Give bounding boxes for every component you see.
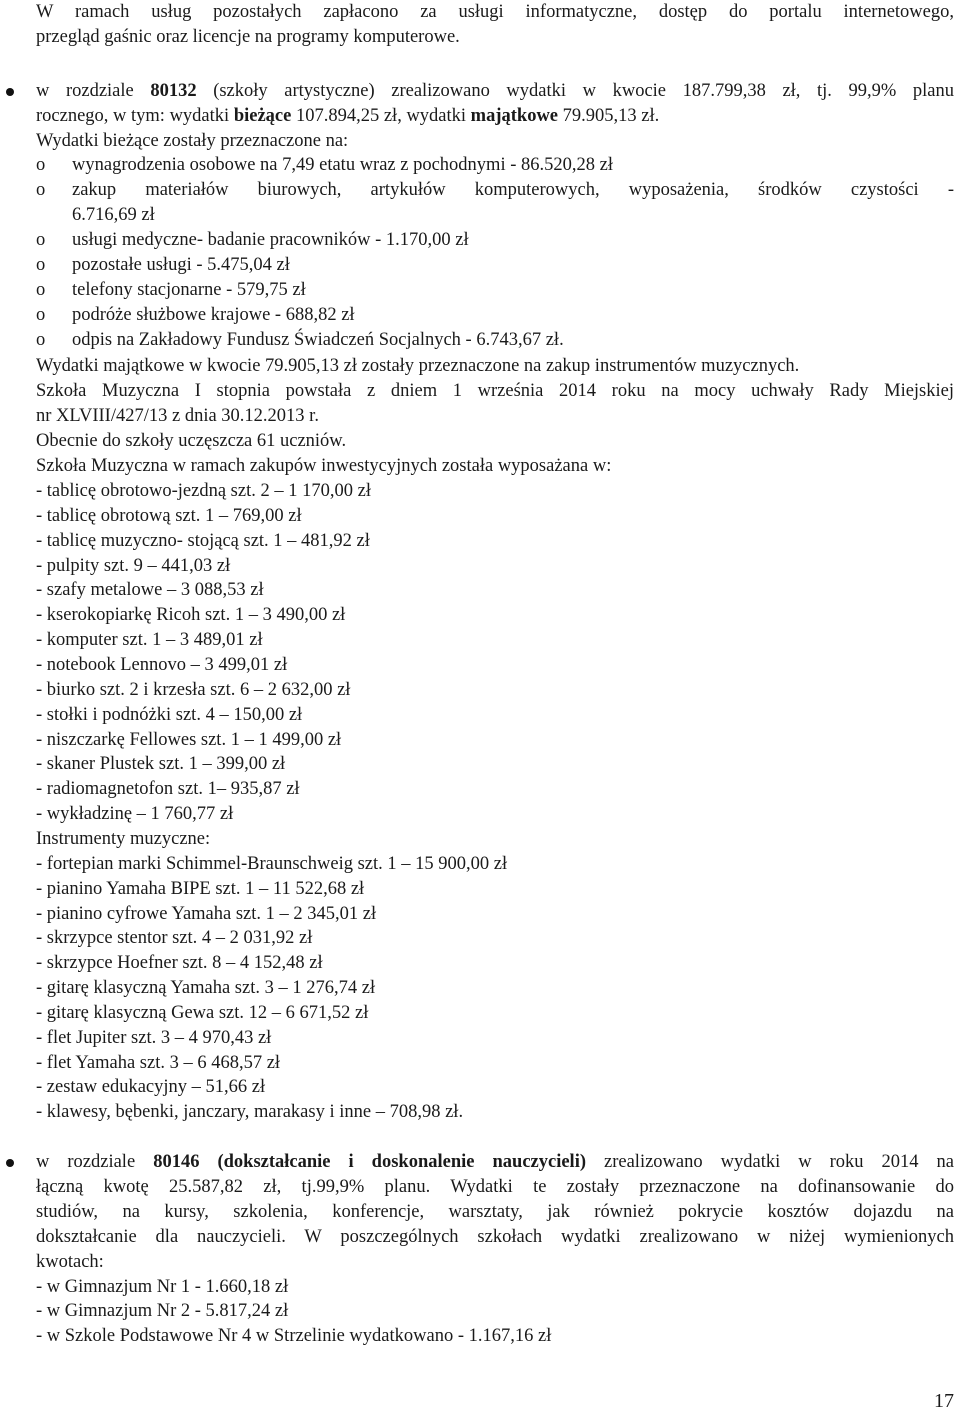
section-80146-line-2: łączną kwotę 25.587,82 zł, tj.99,9% planu. Wydatki te zostały przeznaczone na dofinansowanie do bbox=[36, 1177, 954, 1197]
instrument-item: - flet Yamaha szt. 3 – 6 468,57 zł bbox=[36, 1053, 281, 1073]
list-item: podróże służbowe krajowe - 688,82 zł bbox=[72, 305, 355, 325]
equipment-item: - szafy metalowe – 3 088,53 zł bbox=[36, 580, 264, 600]
equipment-header: Szkoła Muzyczna w ramach zakupów inwestycyjnych została wyposażana w: bbox=[36, 456, 612, 476]
school-line-2: nr XLVIII/427/13 z dnia 30.12.2013 r. bbox=[36, 406, 319, 426]
list-marker: o bbox=[36, 155, 46, 175]
equipment-item: - tablicę obrotowo-jezdną szt. 2 – 1 170,00 zł bbox=[36, 481, 371, 501]
list-item-continuation: 6.716,69 zł bbox=[72, 205, 155, 225]
equipment-item: - tablicę obrotową szt. 1 – 769,00 zł bbox=[36, 506, 302, 526]
instrument-item: - gitarę klasyczną Gewa szt. 12 – 6 671,52 zł bbox=[36, 1003, 369, 1023]
instrument-item: - fortepian marki Schimmel-Braunschweig szt. 1 – 15 900,00 zł bbox=[36, 854, 508, 874]
section-80146-line-3: studiów, na kursy, szkolenia, konferencje, warsztaty, jak również pokrycie kosztów dojazdu na bbox=[36, 1202, 954, 1222]
instrument-item: - gitarę klasyczną Yamaha szt. 3 – 1 276,74 zł bbox=[36, 978, 376, 998]
equipment-item: - tablicę muzyczno- stojącą szt. 1 – 481,92 zł bbox=[36, 531, 370, 551]
section-80132-line-2: rocznego, w tym: wydatki bieżące 107.894,25 zł, wydatki majątkowe 79.905,13 zł. bbox=[36, 106, 660, 126]
list-item: odpis na Zakładowy Fundusz Świadczeń Socjalnych - 6.743,67 zł. bbox=[72, 330, 564, 350]
instrument-item: - klawesy, bębenki, janczary, marakasy i inne – 708,98 zł. bbox=[36, 1102, 464, 1122]
list-item: telefony stacjonarne - 579,75 zł bbox=[72, 280, 306, 300]
equipment-item: - niszczarkę Fellowes szt. 1 – 1 499,00 zł bbox=[36, 730, 342, 750]
students-line: Obecnie do szkoły uczęszcza 61 uczniów. bbox=[36, 431, 347, 451]
list-marker: o bbox=[36, 180, 46, 200]
list-marker: o bbox=[36, 230, 46, 250]
list-item: pozostałe usługi - 5.475,04 zł bbox=[72, 255, 290, 275]
capital-expenses-line: Wydatki majątkowe w kwocie 79.905,13 zł zostały przeznaczone na zakup instrumentów muzycznych. bbox=[36, 356, 800, 376]
school-amount-item: - w Szkole Podstawowe Nr 4 w Strzelinie wydatkowano - 1.167,16 zł bbox=[36, 1326, 552, 1346]
section-80146-line-4: dokształcanie dla nauczycieli. W poszczególnych szkołach wydatki zrealizowano w niżej wymienionych bbox=[36, 1227, 954, 1247]
intro-line-2: przegląd gaśnic oraz licencje na programy komputerowe. bbox=[36, 27, 460, 47]
bullet-icon bbox=[6, 1159, 14, 1167]
instruments-header: Instrumenty muzyczne: bbox=[36, 829, 211, 849]
equipment-item: - biurko szt. 2 i krzesła szt. 6 – 2 632,00 zł bbox=[36, 680, 351, 700]
list-marker: o bbox=[36, 330, 46, 350]
instrument-item: - zestaw edukacyjny – 51,66 zł bbox=[36, 1077, 266, 1097]
equipment-item: - pulpity szt. 9 – 441,03 zł bbox=[36, 556, 231, 576]
bullet-icon bbox=[6, 88, 14, 96]
equipment-item: - skaner Plustek szt. 1 – 399,00 zł bbox=[36, 754, 286, 774]
school-amount-item: - w Gimnazjum Nr 2 - 5.817,24 zł bbox=[36, 1301, 289, 1321]
section-80146-line-5: kwotach: bbox=[36, 1252, 104, 1272]
equipment-item: - notebook Lennovo – 3 499,01 zł bbox=[36, 655, 288, 675]
school-line-1: Szkoła Muzyczna I stopnia powstała z dniem 1 września 2014 roku na mocy uchwały Rady Miejskiej bbox=[36, 381, 954, 401]
equipment-item: - kserokopiarkę Ricoh szt. 1 – 3 490,00 zł bbox=[36, 605, 346, 625]
section-80132-line-1: w rozdziale 80132 (szkoły artystyczne) zrealizowano wydatki w kwocie 187.799,38 zł, tj. 99,9% planu bbox=[36, 81, 954, 101]
page-number: 17 bbox=[934, 1390, 954, 1412]
equipment-item: - radiomagnetofon szt. 1– 935,87 zł bbox=[36, 779, 300, 799]
instrument-item: - pianino Yamaha BIPE szt. 1 – 11 522,68 zł bbox=[36, 879, 365, 899]
school-amount-item: - w Gimnazjum Nr 1 - 1.660,18 zł bbox=[36, 1277, 289, 1297]
equipment-item: - wykładzinę – 1 760,77 zł bbox=[36, 804, 234, 824]
section-80146-line-1: w rozdziale 80146 (dokształcanie i doskonalenie nauczycieli) zrealizowano wydatki w roku 2014 na bbox=[36, 1152, 955, 1172]
equipment-item: - komputer szt. 1 – 3 489,01 zł bbox=[36, 630, 263, 650]
list-item: wynagrodzenia osobowe na 7,49 etatu wraz z pochodnymi - 86.520,28 zł bbox=[72, 155, 613, 175]
instrument-item: - flet Jupiter szt. 3 – 4 970,43 zł bbox=[36, 1028, 272, 1048]
list-marker: o bbox=[36, 280, 46, 300]
list-marker: o bbox=[36, 305, 46, 325]
equipment-item: - stołki i podnóżki szt. 4 – 150,00 zł bbox=[36, 705, 303, 725]
instrument-item: - skrzypce stentor szt. 4 – 2 031,92 zł bbox=[36, 928, 313, 948]
instrument-item: - skrzypce Hoefner szt. 8 – 4 152,48 zł bbox=[36, 953, 323, 973]
intro-line-1: W ramach usług pozostałych zapłacono za usługi informatyczne, dostęp do portalu internetowego, bbox=[36, 2, 954, 22]
list-item: zakup materiałów biurowych, artykułów komputerowych, wyposażenia, środków czystości - bbox=[72, 180, 954, 200]
list-marker: o bbox=[36, 255, 46, 275]
current-expenses-header: Wydatki bieżące zostały przeznaczone na: bbox=[36, 131, 349, 151]
list-item: usługi medyczne- badanie pracowników - 1.170,00 zł bbox=[72, 230, 469, 250]
instrument-item: - pianino cyfrowe Yamaha szt. 1 – 2 345,01 zł bbox=[36, 904, 377, 924]
